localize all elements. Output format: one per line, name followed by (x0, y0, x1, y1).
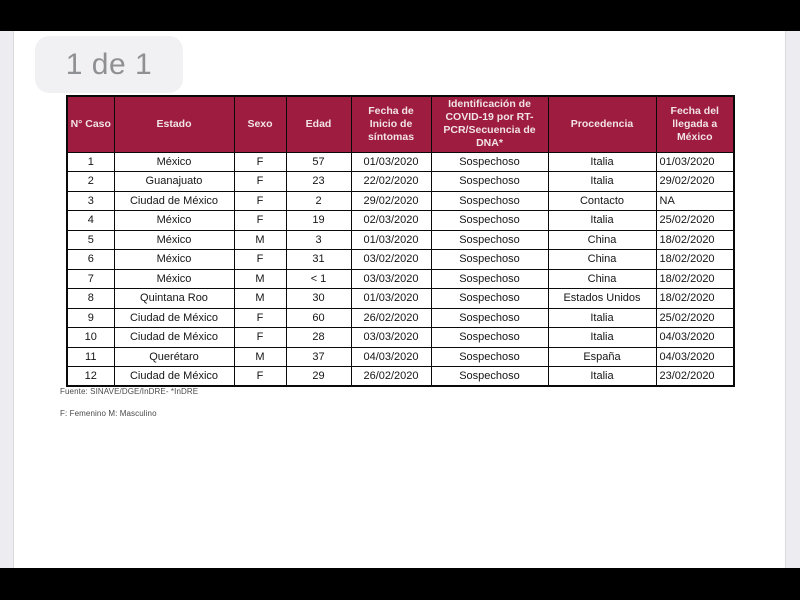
table-cell: 3 (286, 230, 351, 250)
table-cell: Sospechoso (431, 250, 548, 270)
table-row (67, 230, 734, 250)
table-cell: Sospechoso (431, 152, 548, 172)
table-cell: M (234, 230, 286, 250)
table-cell: 9 (67, 308, 114, 328)
header-cell: N° Caso (67, 96, 114, 152)
table-cell: 10 (67, 328, 114, 348)
page-indicator-pill (35, 36, 183, 93)
table-cell: China (548, 269, 656, 289)
table-cell: 18/02/2020 (656, 269, 734, 289)
table-cell: 28 (286, 328, 351, 348)
table-cell: España (548, 347, 656, 367)
document-page[interactable] (13, 31, 786, 568)
table-cell: F (234, 172, 286, 192)
table-cell: < 1 (286, 269, 351, 289)
table-header-row (67, 96, 734, 152)
table-cell: México (114, 250, 234, 270)
table-cell: 29/02/2020 (351, 191, 431, 211)
table-row (67, 250, 734, 270)
table-cell: 18/02/2020 (656, 250, 734, 270)
bottom-letterbox-bar (0, 568, 800, 600)
table-cell: 3 (67, 191, 114, 211)
table-cell: F (234, 328, 286, 348)
header-cell: Fecha de Inicio de síntomas (351, 96, 431, 152)
table-cell: 37 (286, 347, 351, 367)
table-cell: 2 (286, 191, 351, 211)
table-cell: México (114, 211, 234, 231)
table-cell: 8 (67, 289, 114, 309)
table-cell: 57 (286, 152, 351, 172)
table-row (67, 328, 734, 348)
table-cell: 01/03/2020 (351, 230, 431, 250)
header-cell: Fecha del llegada a México (656, 96, 734, 152)
table-cell: Italia (548, 328, 656, 348)
table-cell: 60 (286, 308, 351, 328)
table-cell: Sospechoso (431, 308, 548, 328)
table-cell: Italia (548, 152, 656, 172)
table-cell: 25/02/2020 (656, 211, 734, 231)
table-row (67, 152, 734, 172)
table-cell: F (234, 191, 286, 211)
header-cell: Edad (286, 96, 351, 152)
table-cell: 01/03/2020 (656, 152, 734, 172)
table-cell: F (234, 308, 286, 328)
table-cell: 12 (67, 367, 114, 387)
table-cell: 25/02/2020 (656, 308, 734, 328)
table-cell: 04/03/2020 (656, 347, 734, 367)
table-row (67, 172, 734, 192)
sex-legend-footnote: F: Femenino M: Masculino (60, 409, 157, 418)
table-cell: Sospechoso (431, 367, 548, 387)
table-cell: Sospechoso (431, 211, 548, 231)
table-cell: 5 (67, 230, 114, 250)
header-row (67, 96, 734, 152)
table-row (67, 269, 734, 289)
table-cell: 26/02/2020 (351, 367, 431, 387)
table-cell: México (114, 230, 234, 250)
table-cell: Italia (548, 172, 656, 192)
table-cell: M (234, 289, 286, 309)
table-cell: 4 (67, 211, 114, 231)
table-cell: Guanajuato (114, 172, 234, 192)
table-cell: Sospechoso (431, 172, 548, 192)
table-row (67, 347, 734, 367)
table-cell: Sospechoso (431, 289, 548, 309)
header-cell: Sexo (234, 96, 286, 152)
table-cell: 01/03/2020 (351, 152, 431, 172)
table-cell: 04/03/2020 (656, 328, 734, 348)
table-cell: China (548, 250, 656, 270)
table-cell: 04/03/2020 (351, 347, 431, 367)
table-cell: 7 (67, 269, 114, 289)
table-cell: Querétaro (114, 347, 234, 367)
table-cell: M (234, 347, 286, 367)
table-cell: Estados Unidos (548, 289, 656, 309)
table-cell: M (234, 269, 286, 289)
table-cell: 30 (286, 289, 351, 309)
table-cell: 1 (67, 152, 114, 172)
top-letterbox-bar (0, 0, 800, 31)
table-row (67, 211, 734, 231)
table-cell: México (114, 269, 234, 289)
table-cell: 23 (286, 172, 351, 192)
table-cell: 03/03/2020 (351, 269, 431, 289)
table-cell: Sospechoso (431, 328, 548, 348)
table-cell: Sospechoso (431, 347, 548, 367)
table-cell: 23/02/2020 (656, 367, 734, 387)
table-cell: 22/02/2020 (351, 172, 431, 192)
table-cell: Italia (548, 308, 656, 328)
page-indicator-label: 1 de 1 (65, 47, 153, 81)
table-cell: Sospechoso (431, 269, 548, 289)
table-row (67, 191, 734, 211)
table-cell: Italia (548, 367, 656, 387)
table-cell: 02/03/2020 (351, 211, 431, 231)
table-cell: F (234, 250, 286, 270)
table-body (67, 152, 734, 386)
table-cell: 29/02/2020 (656, 172, 734, 192)
table-row (67, 367, 734, 387)
table-cell: 2 (67, 172, 114, 192)
table-cell: F (234, 152, 286, 172)
table-row (67, 308, 734, 328)
table-cell: F (234, 367, 286, 387)
table-cell: México (114, 152, 234, 172)
header-cell: Procedencia (548, 96, 656, 152)
header-cell: Estado (114, 96, 234, 152)
table-cell: 18/02/2020 (656, 230, 734, 250)
table-cell: 11 (67, 347, 114, 367)
table-row (67, 289, 734, 309)
table-cell: Ciudad de México (114, 191, 234, 211)
table-cell: 29 (286, 367, 351, 387)
table-cell: China (548, 230, 656, 250)
table-cell: 03/02/2020 (351, 250, 431, 270)
header-cell: Identificación de COVID-19 por RT-PCR/Secuencia de DNA* (431, 96, 548, 152)
table-cell: 03/03/2020 (351, 328, 431, 348)
table-cell: 31 (286, 250, 351, 270)
table-cell: Ciudad de México (114, 328, 234, 348)
table-cell: 01/03/2020 (351, 289, 431, 309)
table-cell: Sospechoso (431, 230, 548, 250)
table-cell: 6 (67, 250, 114, 270)
table-cell: 19 (286, 211, 351, 231)
covid-cases-table (66, 95, 735, 387)
table-cell: 26/02/2020 (351, 308, 431, 328)
table-cell: Ciudad de México (114, 367, 234, 387)
table-cell: NA (656, 191, 734, 211)
table-cell: Sospechoso (431, 191, 548, 211)
table-cell: Quintana Roo (114, 289, 234, 309)
table-cell: F (234, 211, 286, 231)
source-footnote: Fuente: SINAVE/DGE/InDRE- *InDRE (60, 387, 199, 396)
viewer-background (0, 31, 800, 568)
table-cell: 18/02/2020 (656, 289, 734, 309)
table-cell: Contacto (548, 191, 656, 211)
table-cell: Ciudad de México (114, 308, 234, 328)
table-cell: Italia (548, 211, 656, 231)
